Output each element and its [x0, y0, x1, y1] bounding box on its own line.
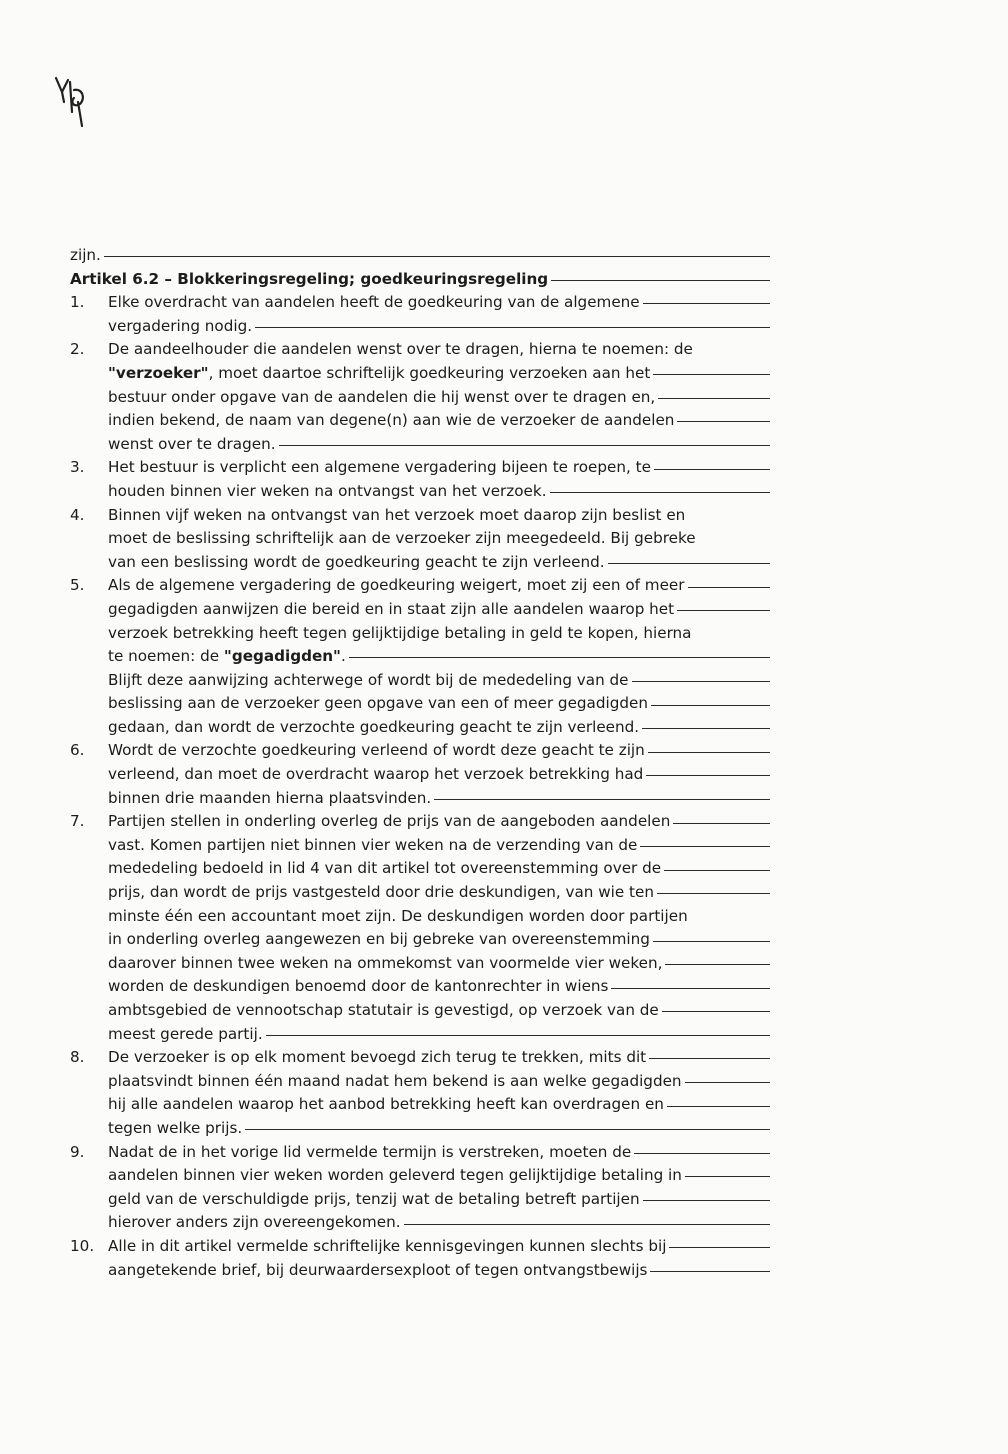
fill-line — [611, 988, 770, 989]
text-line — [70, 433, 770, 457]
text-segment: tegen welke prijs. — [108, 1118, 243, 1137]
line-text — [108, 386, 655, 410]
text-segment: wenst over te dragen. — [108, 434, 276, 453]
line-text — [108, 574, 685, 598]
fill-line — [634, 1153, 770, 1154]
line-text — [108, 527, 696, 551]
text-line — [70, 669, 770, 693]
paragraph-number: 4. — [70, 505, 85, 524]
text-line — [70, 362, 770, 386]
fill-line — [649, 1058, 770, 1059]
fill-line — [673, 823, 770, 824]
fill-line — [551, 280, 770, 281]
article-heading — [70, 268, 770, 292]
fill-line — [665, 964, 770, 965]
paragraph-number: 6. — [70, 741, 85, 760]
fill-line — [266, 1035, 770, 1036]
line-text — [108, 362, 650, 386]
text-line — [70, 1070, 770, 1094]
fill-line — [642, 728, 770, 729]
fill-line — [648, 752, 770, 753]
handwritten-initials — [52, 72, 96, 132]
line-text — [108, 622, 691, 646]
fill-line — [640, 846, 770, 847]
text-segment: binnen drie maanden hierna plaatsvinden. — [108, 788, 432, 807]
text-segment: Het bestuur is verplicht een algemene vergadering bijeen te roepen, te — [108, 458, 651, 477]
text-segment: van een beslissing wordt de goedkeuring geacht te zijn verleend. — [108, 552, 605, 571]
text-segment: minste één een accountant moet zijn. De deskundigen worden door partijen — [108, 906, 688, 925]
text-line — [70, 386, 770, 410]
fill-line — [404, 1224, 770, 1225]
line-text — [108, 409, 674, 433]
text-segment: Blijft deze aanwijzing achterwege of wordt bij de mededeling van de — [108, 670, 629, 689]
text-line — [70, 928, 770, 952]
line-text — [108, 975, 608, 999]
text-segment: De verzoeker is op elk moment bevoegd zich terug te trekken, mits dit — [108, 1048, 647, 1067]
fill-line — [650, 1271, 770, 1272]
text-segment: Nadat de in het vorige lid vermelde termijn is verstreken, moeten de — [108, 1142, 632, 1161]
line-text — [108, 551, 605, 575]
text-line — [70, 1211, 770, 1235]
line-text — [108, 692, 648, 716]
fill-line — [279, 445, 770, 446]
fill-line — [632, 681, 770, 682]
line-text — [108, 669, 629, 693]
text-line — [70, 905, 770, 929]
line-text — [108, 1023, 263, 1047]
text-segment: meest gerede partij. — [108, 1024, 263, 1043]
text-line — [70, 1141, 770, 1165]
text-line — [70, 716, 770, 740]
text-line — [70, 1093, 770, 1117]
line-text — [108, 598, 674, 622]
line-text — [108, 739, 645, 763]
line-text — [108, 1259, 647, 1283]
text-line — [70, 975, 770, 999]
text-line — [70, 1023, 770, 1047]
line-text — [108, 834, 637, 858]
text-segment: moet de beslissing schriftelijk aan de verzoeker zijn meegedeeld. Bij gebreke — [108, 529, 696, 548]
fill-line — [643, 1200, 770, 1201]
line-text — [108, 315, 252, 339]
text-line — [70, 952, 770, 976]
fill-line — [654, 469, 770, 470]
fill-line — [685, 1176, 770, 1177]
text-line — [70, 574, 770, 598]
defined-term: "verzoeker" — [108, 363, 209, 382]
text-line — [70, 881, 770, 905]
text-line — [70, 315, 770, 339]
text-line — [70, 857, 770, 881]
text-line — [70, 810, 770, 834]
text-segment: verzoek betrekking heeft tegen gelijktijdige betaling in geld te kopen, hierna — [108, 623, 692, 642]
text-line — [70, 598, 770, 622]
text-segment: indien bekend, de naam van degene(n) aan wie de verzoeker de aandelen — [108, 411, 675, 430]
text-segment: Artikel 6.2 – Blokkeringsregeling; goedkeuringsregeling — [70, 269, 549, 288]
text-line — [70, 645, 770, 669]
defined-term: "gegadigden" — [223, 647, 341, 666]
text-segment: plaatsvindt binnen één maand nadat hem bekend is aan welke gegadigden — [108, 1071, 682, 1090]
fill-line — [658, 398, 770, 399]
text-segment: gedaan, dan wordt de verzochte goedkeuring geacht te zijn verleend. — [108, 717, 640, 736]
text-segment: geld van de verschuldigde prijs, tenzij wat de betaling betreft partijen — [108, 1189, 640, 1208]
fill-line — [349, 657, 770, 658]
text-line — [70, 692, 770, 716]
fill-line — [653, 941, 770, 942]
line-text — [108, 763, 643, 787]
text-line — [70, 456, 770, 480]
text-segment: Elke overdracht van aandelen heeft de goedkeuring van de algemene — [108, 293, 640, 312]
text-segment: , moet daartoe schriftelijk goedkeuring verzoeken aan het — [208, 363, 651, 382]
text-segment: prijs, dan wordt de prijs vastgesteld door drie deskundigen, van wie ten — [108, 883, 654, 902]
text-segment: worden de deskundigen benoemd door de kantonrechter in wiens — [108, 977, 609, 996]
line-text — [108, 456, 651, 480]
text-line — [70, 244, 770, 268]
text-segment: Alle in dit artikel vermelde schriftelijke kennisgevingen kunnen slechts bij — [108, 1236, 667, 1255]
text-segment: De aandeelhouder die aandelen wenst over te dragen, hierna te noemen: de — [108, 340, 693, 359]
text-line — [70, 999, 770, 1023]
line-text — [108, 716, 639, 740]
line-text — [70, 244, 101, 268]
line-text — [108, 787, 431, 811]
text-line — [70, 409, 770, 433]
text-line — [70, 1164, 770, 1188]
paragraph-number: 3. — [70, 458, 85, 477]
line-text — [108, 480, 547, 504]
fill-line — [669, 1247, 770, 1248]
fill-line — [677, 610, 770, 611]
text-segment: Binnen vijf weken na ontvangst van het verzoek moet daarop zijn beslist en — [108, 505, 686, 524]
text-segment: vast. Komen partijen niet binnen vier weken na de verzending van de — [108, 835, 638, 854]
text-line — [70, 1188, 770, 1212]
line-text — [108, 1046, 646, 1070]
text-segment: vergadering nodig. — [108, 316, 253, 335]
text-segment: mededeling bedoeld in lid 4 van dit artikel tot overeenstemming over de — [108, 859, 662, 878]
fill-line — [653, 374, 770, 375]
line-text — [108, 504, 685, 528]
fill-line — [104, 256, 770, 257]
text-segment: verleend, dan moet de overdracht waarop het verzoek betrekking had — [108, 765, 644, 784]
text-line — [70, 551, 770, 575]
text-segment: Partijen stellen in onderling overleg de prijs van de aangeboden aandelen — [108, 812, 671, 831]
paragraph-number: 10. — [70, 1236, 95, 1255]
article-text — [70, 244, 770, 1282]
line-text — [108, 1141, 631, 1165]
fill-line — [664, 870, 770, 871]
text-segment: . — [340, 647, 346, 666]
text-line — [70, 763, 770, 787]
fill-line — [245, 1129, 770, 1130]
fill-line — [651, 705, 770, 706]
fill-line — [434, 799, 770, 800]
text-line — [70, 739, 770, 763]
fill-line — [646, 775, 770, 776]
line-text — [108, 291, 640, 315]
paragraph-number: 7. — [70, 812, 85, 831]
fill-line — [643, 303, 770, 304]
fill-line — [685, 1082, 770, 1083]
text-segment: hij alle aandelen waarop het aanbod betrekking heeft kan overdragen en — [108, 1095, 664, 1114]
text-segment: zijn. — [70, 246, 101, 264]
text-segment: beslissing aan de verzoeker geen opgave van een of meer gegadigden — [108, 694, 648, 713]
text-line — [70, 291, 770, 315]
line-text — [108, 810, 670, 834]
text-line — [70, 622, 770, 646]
text-line — [70, 787, 770, 811]
text-segment: bestuur onder opgave van de aandelen die hij wenst over te dragen en, — [108, 387, 656, 406]
text-line — [70, 527, 770, 551]
text-line — [70, 1117, 770, 1141]
paragraph-number: 9. — [70, 1142, 85, 1161]
text-segment: daarover binnen twee weken na ommekomst van voormelde vier weken, — [108, 953, 663, 972]
line-text — [108, 905, 688, 929]
text-segment: Wordt de verzochte goedkeuring verleend of wordt deze geacht te zijn — [108, 741, 645, 760]
line-text — [108, 433, 276, 457]
text-line — [70, 480, 770, 504]
fill-line — [662, 1011, 770, 1012]
line-text — [108, 1070, 682, 1094]
text-segment: te noemen: de — [108, 647, 224, 666]
text-line — [70, 1235, 770, 1259]
text-line — [70, 504, 770, 528]
text-segment: houden binnen vier weken na ontvangst van het verzoek. — [108, 481, 547, 500]
fill-line — [550, 492, 770, 493]
line-text — [108, 857, 661, 881]
paragraph-number: 5. — [70, 576, 85, 595]
text-line — [70, 834, 770, 858]
line-text — [108, 881, 654, 905]
fill-line — [677, 421, 770, 422]
fill-line — [255, 327, 770, 328]
paragraph-number: 8. — [70, 1048, 85, 1067]
text-line — [70, 1046, 770, 1070]
paragraph-number: 2. — [70, 340, 85, 359]
text-segment: aandelen binnen vier weken worden geleverd tegen gelijktijdige betaling in — [108, 1166, 682, 1185]
text-segment: aangetekende brief, bij deurwaardersexploot of tegen ontvangstbewijs — [108, 1260, 648, 1279]
line-text — [108, 1117, 242, 1141]
line-text — [108, 1235, 666, 1259]
line-text — [108, 1164, 682, 1188]
fill-line — [608, 563, 770, 564]
line-text — [108, 1188, 640, 1212]
text-segment: Als de algemene vergadering de goedkeuring weigert, moet zij een of meer — [108, 576, 685, 595]
line-text — [108, 338, 693, 362]
line-text — [108, 928, 650, 952]
line-text — [108, 952, 662, 976]
line-text — [108, 645, 346, 669]
text-line — [70, 1259, 770, 1283]
paragraph-number: 1. — [70, 293, 85, 312]
text-segment: in onderling overleg aangewezen en bij gebreke van overeenstemming — [108, 930, 650, 949]
line-text — [108, 999, 659, 1023]
fill-line — [667, 1106, 770, 1107]
fill-line — [657, 893, 770, 894]
text-segment: hierover anders zijn overeengekomen. — [108, 1213, 401, 1232]
line-text — [108, 1093, 664, 1117]
line-text — [70, 268, 548, 292]
text-line — [70, 338, 770, 362]
line-text — [108, 1211, 401, 1235]
text-segment: gegadigden aanwijzen die bereid en in staat zijn alle aandelen waarop het — [108, 599, 675, 618]
text-segment: ambtsgebied de vennootschap statutair is gevestigd, op verzoek van de — [108, 1001, 659, 1019]
fill-line — [688, 587, 770, 588]
